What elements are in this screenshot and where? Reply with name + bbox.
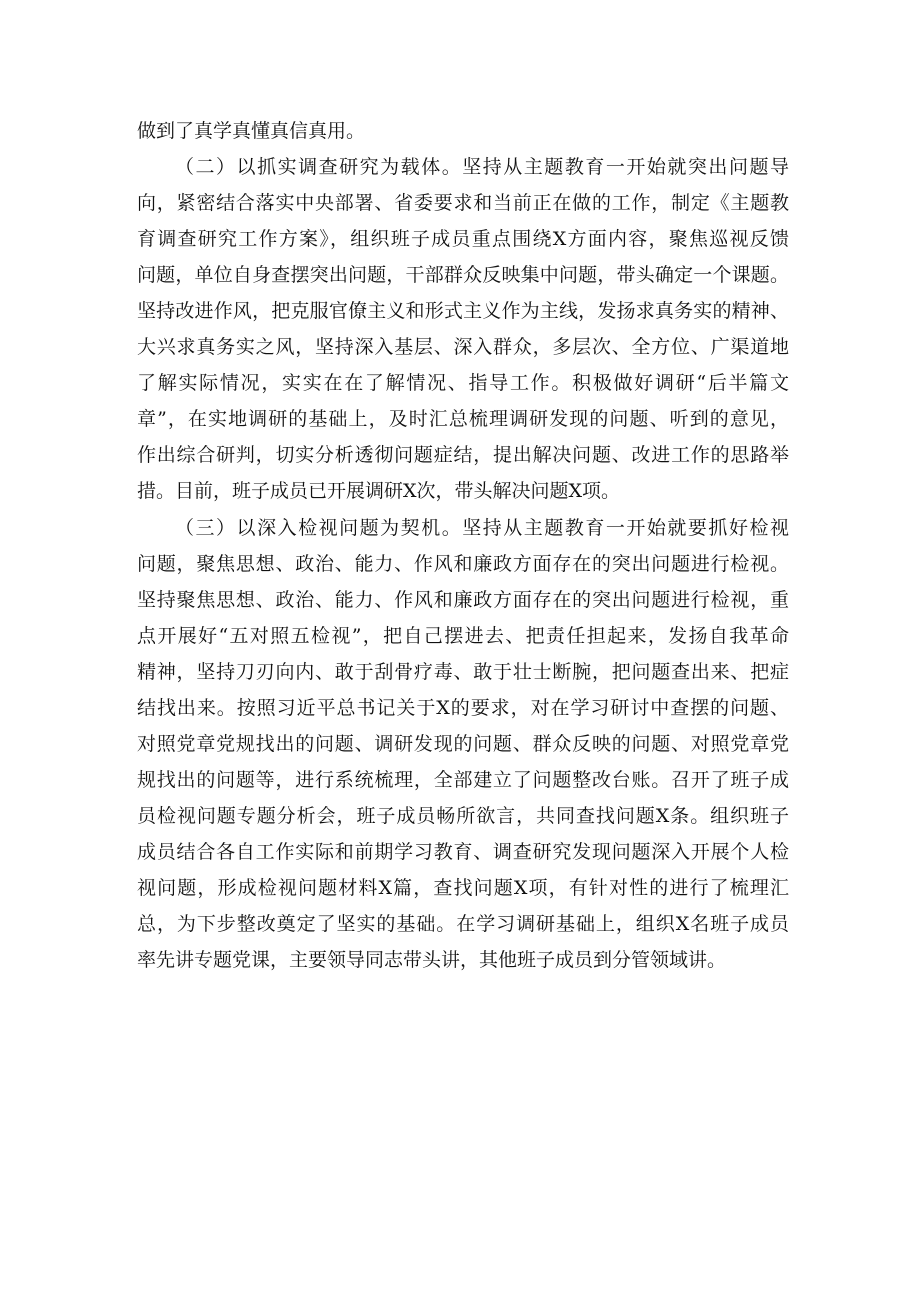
paragraph-line: 员检视问题专题分析会，班子成员畅所欲言，共同查找问题X条。组织班子 — [137, 804, 789, 827]
paragraph-line: 对照党章党规找出的问题、调研发现的问题、群众反映的问题、对照党章党 — [137, 732, 789, 755]
paragraph-line: 措。目前，班子成员已开展调研X次，带头解决问题X项。 — [137, 480, 621, 503]
paragraph-line: 问题，单位自身查摆突出问题，干部群众反映集中问题，带头确定一个课题。 — [137, 264, 789, 287]
paragraph-line: 率先讲专题党课，主要领导同志带头讲，其他班子成员到分管领域讲。 — [137, 949, 727, 972]
paragraph-line: 坚持聚焦思想、政治、能力、作风和廉政方面存在的突出问题进行检视，重 — [137, 588, 789, 611]
paragraph-line: 总，为下步整改奠定了坚实的基础。在学习调研基础上，组织X名班子成员 — [137, 913, 789, 936]
section-heading-line: （二）以抓实调查研究为载体。坚持从主题教育一开始就突出问题导 — [175, 156, 789, 179]
paragraph-line: 精神，坚持刀刃向内、敢于刮骨疗毒、敢于壮士断腕，把问题查出来、把症 — [137, 660, 789, 683]
paragraph-line: 规找出的问题等，进行系统梳理，全部建立了问题整改台账。召开了班子成 — [137, 768, 789, 791]
paragraph-line: 结找出来。按照习近平总书记关于X的要求，对在学习研讨中查摆的问题、 — [137, 696, 789, 719]
paragraph-line: 做到了真学真懂真信真用。 — [137, 120, 366, 142]
paragraph-line: 视问题，形成检视问题材料X篇，查找问题X项，有针对性的进行了梳理汇 — [137, 876, 789, 899]
paragraph-line: 向，紧密结合落实中央部署、省委要求和当前正在做的工作，制定《主题教 — [137, 192, 789, 215]
paragraph-line: 作出综合研判，切实分析透彻问题症结，提出解决问题、改进工作的思路举 — [137, 444, 789, 467]
paragraph-line: 大兴求真务实之风，坚持深入基层、深入群众，多层次、全方位、广渠道地 — [137, 336, 789, 359]
paragraph-line: 了解实际情况，实实在在了解情况、指导工作。积极做好调研“后半篇文 — [137, 372, 789, 395]
document-body — [137, 113, 789, 978]
paragraph-line: 问题，聚焦思想、政治、能力、作风和廉政方面存在的突出问题进行检视。 — [137, 552, 789, 575]
paragraph-line: 成员结合各自工作实际和前期学习教育、调查研究发现问题深入开展个人检 — [137, 840, 789, 863]
paragraph-line: 点开展好“五对照五检视”，把自己摆进去、把责任担起来，发扬自我革命 — [137, 624, 789, 647]
paragraph-line: 坚持改进作风，把克服官僚主义和形式主义作为主线，发扬求真务实的精神、 — [137, 300, 789, 323]
paragraph-line: 育调查研究工作方案》，组织班子成员重点围绕X方面内容，聚焦巡视反馈 — [137, 228, 789, 251]
section-heading-line: （三）以深入检视问题为契机。坚持从主题教育一开始就要抓好检视 — [175, 516, 789, 539]
paragraph-line: 章”，在实地调研的基础上，及时汇总梳理调研发现的问题、听到的意见， — [137, 408, 789, 431]
